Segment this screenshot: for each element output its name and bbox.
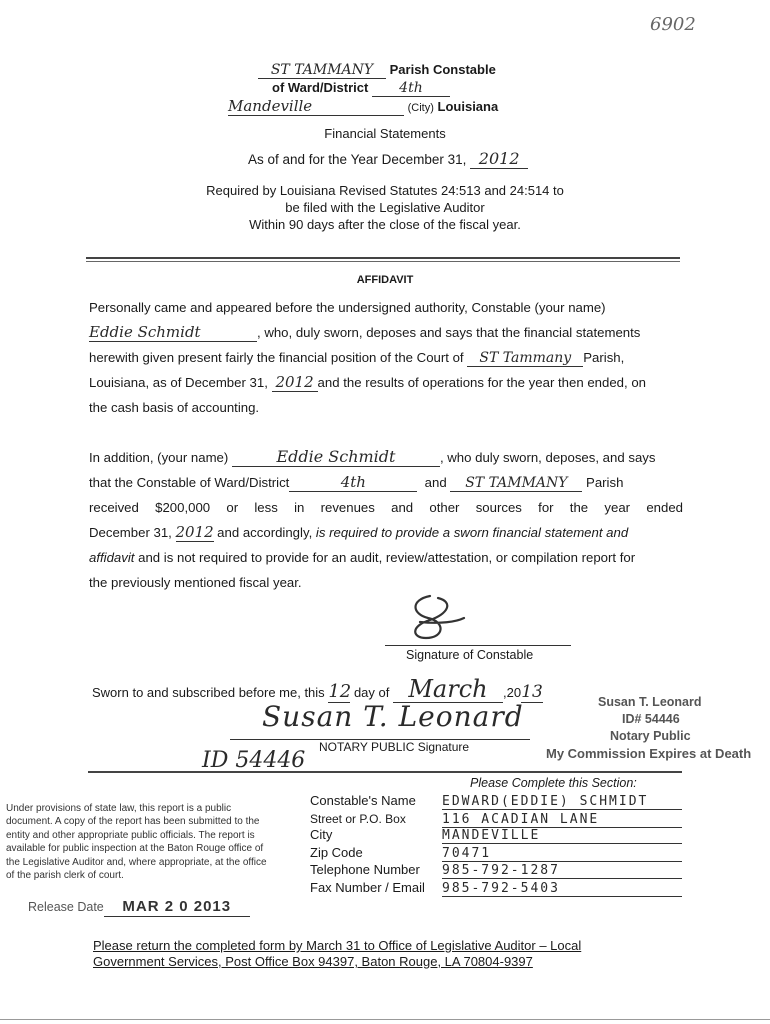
p2-line-4: December 31, 2012 and accordingly, is required to provide a sworn financial statement and	[89, 523, 629, 541]
release-value: MAR 2 0 2013	[104, 899, 250, 917]
p2-line-2: that the Constable of Ward/District 4th and ST TAMMANY Parish	[89, 473, 624, 491]
year-prefix: As of and for the Year December 31,	[248, 152, 467, 167]
stamp-name: Susan T. Leonard	[598, 695, 702, 709]
notary-signature: Susan T. Leonard	[262, 700, 524, 733]
city-line	[228, 98, 498, 116]
document-number: 6902	[650, 14, 696, 35]
court-value: ST Tammany	[467, 351, 583, 367]
notary-id-handwritten: ID 54446	[202, 748, 306, 773]
sworn-line: Sworn to and subscribed before me, this 12 day of March ,2013	[92, 675, 543, 703]
field-city: City MANDEVILLE	[310, 826, 682, 844]
p1-line-4: Louisiana, as of December 31, 2012 and the results of operations for the year then ended, on	[89, 373, 646, 391]
field-fax-email: Fax Number / Email 985-792-5403	[310, 879, 682, 897]
parish-label: Parish Constable	[389, 62, 496, 77]
affidavit-paragraph-1	[89, 295, 683, 420]
constable-signature-line	[385, 645, 571, 646]
city-label-small: (City)	[407, 102, 434, 114]
requirement-text	[0, 182, 770, 233]
stamp-commission: My Commission Expires at Death	[546, 746, 752, 761]
sworn-day-value: 12	[328, 681, 352, 702]
year-line	[248, 150, 528, 169]
divider-middle	[88, 771, 682, 773]
p1-year-value: 2012	[272, 374, 318, 392]
req-line-2: be filed with the Legislative Auditor	[285, 200, 485, 215]
ward-label: of Ward/District	[272, 80, 369, 95]
complete-heading: Please Complete this Section:	[470, 776, 637, 790]
release-date	[28, 898, 250, 917]
constable-name-value: Eddie Schmidt	[89, 324, 257, 342]
city-value: Mandeville	[228, 98, 404, 116]
statements-title: Financial Statements	[324, 126, 446, 141]
field-street: Street or P.O. Box 116 ACADIAN LANE	[310, 810, 682, 828]
p2-line-6: the previously mentioned fiscal year.	[89, 575, 302, 590]
p1-line-1: Personally came and appeared before the undersigned authority, Constable (your name)	[89, 300, 606, 315]
name2-value: Eddie Schmidt	[232, 448, 440, 467]
divider-top	[86, 257, 680, 259]
p1-line-5: the cash basis of accounting.	[89, 400, 260, 415]
divider-top-thin	[86, 261, 680, 262]
p1-line-3: herewith given present fairly the financial position of the Court of ST Tammany Parish,	[89, 350, 625, 366]
p2-line-1: In addition, (your name) Eddie Schmidt , who duly sworn, deposes, and says	[89, 447, 656, 466]
header-year-value: 2012	[470, 150, 528, 169]
footer-instructions	[93, 938, 581, 970]
req-line-1: Required by Louisiana Revised Statutes 24:513 and 24:514 to	[206, 183, 564, 198]
bottom-edge-line	[0, 1019, 770, 1020]
footer-line-2: Government Services, Post Office Box 94397, Baton Rouge, LA 70804-9397	[93, 954, 533, 969]
ward-value: 4th	[372, 81, 450, 97]
p1-line-2: Eddie Schmidt , who, duly sworn, deposes and says that the financial statements	[89, 323, 641, 341]
p2-year-value: 2012	[175, 523, 214, 541]
stamp-title: Notary Public	[610, 729, 691, 743]
sworn-year-suffix: 13	[521, 682, 543, 702]
ward2-value: 4th	[289, 474, 417, 492]
notary-signature-label: NOTARY PUBLIC Signature	[319, 740, 470, 754]
parish2-value: ST TAMMANY	[450, 476, 582, 492]
notice-text: Under provisions of state law, this report is a public document. A copy of the report has been submitted to the entity and other appropriate public officials. The report is available for public inspection at the Baton Rouge office of the Legislative Auditor and, where appropriate, at the office of the parish clerk of court.	[6, 803, 267, 882]
parish-line	[258, 62, 496, 79]
p2-line-5: affidavit and is not required to provide for an audit, review/attestation, or compilation report for	[89, 550, 636, 565]
release-label: Release Date	[28, 900, 104, 914]
city-label: Louisiana	[437, 99, 499, 114]
ward-line	[272, 80, 450, 97]
footer-line-1: Please return the completed form by March 31 to Office of Legislative Auditor – Local	[93, 938, 582, 953]
stamp-id: ID# 54446	[622, 712, 680, 726]
field-constable-name: Constable's Name EDWARD(EDDIE) SCHMIDT	[310, 792, 682, 810]
sworn-month-value: March	[393, 676, 503, 703]
notary-stamp	[546, 694, 758, 762]
field-zip: Zip Code 70471	[310, 844, 682, 862]
affidavit-title: AFFIDAVIT	[356, 274, 414, 286]
parish-value: ST TAMMANY	[258, 63, 386, 79]
field-telephone: Telephone Number 985-792-1287	[310, 861, 682, 879]
p2-line-3: received $200,000 or less in revenues and other sources for the year ended	[89, 500, 683, 515]
req-line-3: Within 90 days after the close of the fiscal year.	[249, 217, 521, 232]
constable-signature-label: Signature of Constable	[406, 648, 534, 662]
affidavit-paragraph-2	[89, 445, 683, 595]
constable-signature	[400, 592, 470, 644]
